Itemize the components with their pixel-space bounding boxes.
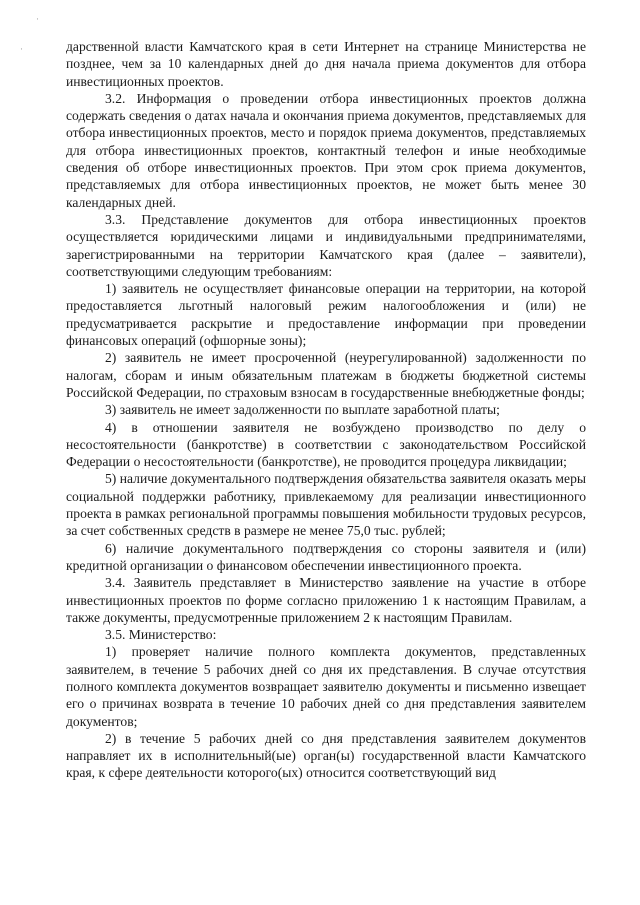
list-item: 1) проверяет наличие полного комплекта документов, представленных заявителем, в течение 5 рабочих дней со дня их представления. В случае отсутствия полного комплекта документов возвращает заявителю документы и письменно извещает его о причинах возврата в течение 10 рабочих дней со дня представления заявителем документов; — [66, 644, 586, 729]
list-item: 4) в отношении заявителя не возбуждено производство по делу о несостоятельности (банкротстве) в соответствии с законодательством Российской Федерации о несостоятельности (банкротстве), не проводится процедура ликвидации; — [66, 419, 586, 470]
corner-mark: · — [20, 44, 23, 54]
paragraph-3-5: 3.5. Министерство: — [105, 627, 217, 643]
document-page — [66, 38, 586, 782]
list-item: 2) в течение 5 рабочих дней со дня представления заявителем документов направляет их в исполнительный(ые) орган(ы) государственной власти Камчатского края, к сфере деятельности которого(ых) относится соответствующий вид — [66, 730, 586, 781]
paragraph-3-4: 3.4. Заявитель представляет в Министерство заявление на участие в отборе инвестиционных проектов по форме согласно приложению 1 к настоящим Правилам, а также документы, предусмотренные приложением 2 к настоящим Правилам. — [66, 575, 586, 625]
list-item: 6) наличие документального подтверждения со стороны заявителя и (или) кредитной организации о финансовом обеспечении инвестиционного проекта. — [66, 540, 586, 573]
paragraph-3-2: 3.2. Информация о проведении отбора инвестиционных проектов должна содержать сведения о датах начала и окончания приема документов, представляемых для отбора инвестиционных проектов, место и порядок приема документов, представляемых для отбора инвестиционных проектов, контактный телефон и иные необходимые сведения об отборе инвестиционных проектов. При этом срок приема документов, представляемых для отбора инвестиционных проектов, не может быть менее 30 календарных дней. — [66, 90, 586, 210]
list-item: 3) заявитель не имеет задолженности по выплате заработной платы; — [105, 402, 500, 418]
paragraph: дарственной власти Камчатского края в сети Интернет на странице Министерства не позднее, чем за 10 календарных дней до дня начала приема документов для отбора инвестиционных проектов. — [66, 39, 586, 89]
corner-mark: · — [36, 14, 39, 24]
list-item: 5) наличие документального подтверждения обязательства заявителя оказать меры социальной поддержки работнику, привлекаемому для реализации инвестиционного проекта в рамках региональной программы повышения мобильности трудовых ресурсов, за счет собственных средств в размере не менее 75,0 тыс. рублей; — [66, 471, 586, 539]
paragraph-3-3: 3.3. Представление документов для отбора инвестиционных проектов осуществляется юридическими лицами и индивидуальными предпринимателями, зарегистрированными на территории Камчатского края (далее – заявители), соответствующими следующим требованиям: — [66, 211, 586, 279]
list-item: 1) заявитель не осуществляет финансовые операции на территории, на которой предоставляется льготный налоговый режим налогообложения и (или) не предусматривается раскрытие и предоставление информации при проведении финансовых операций (офшорные зоны); — [66, 281, 586, 349]
list-item: 2) заявитель не имеет просроченной (неурегулированной) задолженности по налогам, сборам и иным обязательным платежам в бюджеты бюджетной системы Российской Федерации, по страховым взносам в государственные внебюджетные фонды; — [66, 350, 586, 400]
